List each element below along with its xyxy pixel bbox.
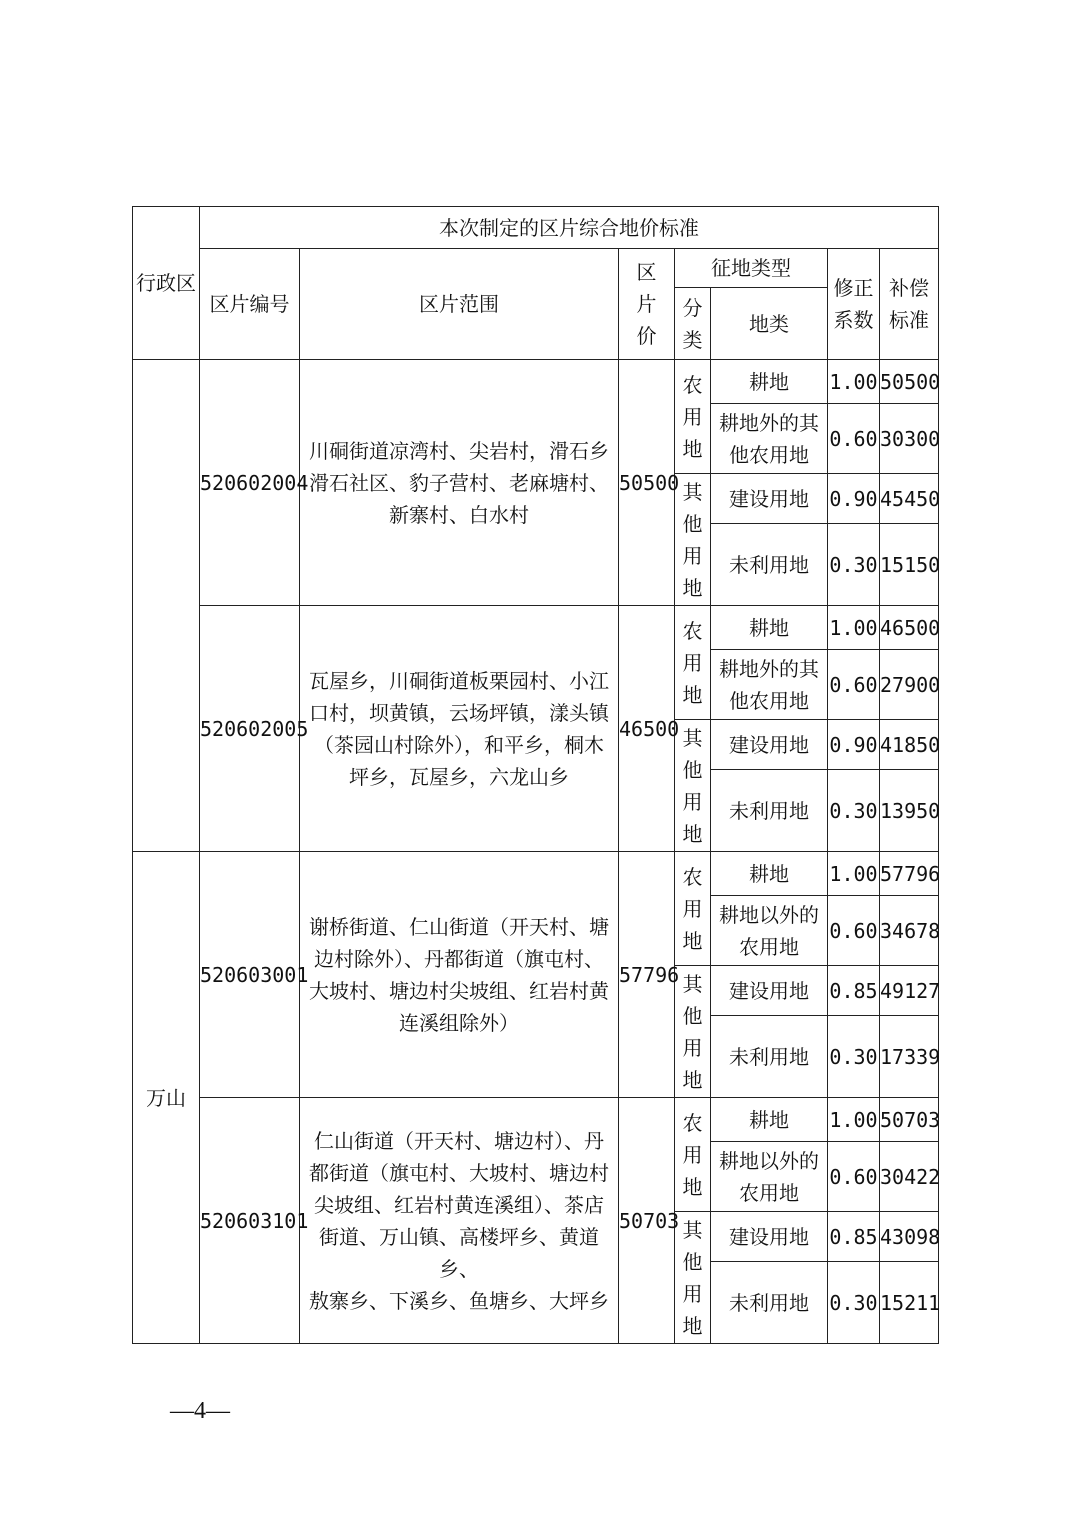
land-price-table xyxy=(132,206,939,1344)
category-char: 其 xyxy=(682,479,703,504)
district-cell: 万山 xyxy=(133,852,200,1344)
category-char: 其 xyxy=(682,725,703,750)
category-char: 农 xyxy=(682,372,703,397)
coef-cell: 1.00 xyxy=(828,606,880,650)
land-class-cell xyxy=(711,650,828,720)
comp-cell: 17339 xyxy=(880,1016,939,1098)
zone-range-line: 敖寨乡、下溪乡、鱼塘乡、大坪乡 xyxy=(309,1288,609,1313)
comp-cell: 15150 xyxy=(880,524,939,606)
comp-cell: 30300 xyxy=(880,404,939,474)
land-class-line: 建设用地 xyxy=(729,486,809,511)
zone-range-line: 街道、万山镇、高楼坪乡、黄道乡、 xyxy=(319,1224,599,1281)
land-class-line: 耕地以外的 xyxy=(719,902,819,927)
category-other-cell xyxy=(675,474,711,606)
category-char: 用 xyxy=(682,1281,703,1306)
land-class-line: 未利用地 xyxy=(729,1290,809,1315)
header-comp-line: 补偿 xyxy=(889,276,930,300)
category-agri-cell xyxy=(675,360,711,474)
comp-cell: 27900 xyxy=(880,650,939,720)
land-class-cell xyxy=(711,1098,828,1142)
category-char: 地 xyxy=(682,436,703,461)
category-char: 其 xyxy=(682,1217,703,1242)
land-class-line: 耕地 xyxy=(749,615,789,640)
header-category xyxy=(675,288,711,360)
category-char: 农 xyxy=(682,618,703,643)
land-class-line: 建设用地 xyxy=(729,732,809,757)
comp-cell: 46500 xyxy=(880,606,939,650)
category-char: 用 xyxy=(682,1142,703,1167)
coef-cell: 0.90 xyxy=(828,474,880,524)
header-comp-line: 标准 xyxy=(889,308,930,332)
land-class-cell xyxy=(711,966,828,1016)
coef-cell: 0.85 xyxy=(828,1212,880,1262)
category-agri-cell xyxy=(675,852,711,966)
category-char: 农 xyxy=(682,1110,703,1135)
land-class-line: 他农用地 xyxy=(729,442,809,467)
zone-range-cell xyxy=(300,1098,619,1344)
land-class-cell xyxy=(711,1262,828,1344)
comp-cell: 50500 xyxy=(880,360,939,404)
zone-code-cell: 520603101 xyxy=(200,1098,300,1344)
header-category-char: 类 xyxy=(682,327,703,352)
land-class-cell xyxy=(711,770,828,852)
zone-range-line: 边村除外）、丹都街道（旗屯村、 xyxy=(314,946,604,971)
land-class-cell xyxy=(711,606,828,650)
zone-price-cell: 50500 xyxy=(619,360,675,606)
land-class-cell xyxy=(711,1016,828,1098)
land-class-line: 未利用地 xyxy=(729,552,809,577)
land-class-line: 农用地 xyxy=(739,934,799,959)
category-char: 他 xyxy=(682,511,703,536)
land-class-cell xyxy=(711,1142,828,1212)
zone-range-cell xyxy=(300,852,619,1098)
zone-range-line: 仁山街道（开天村、塘边村）、丹 xyxy=(314,1128,604,1153)
zone-range-line: 大坡村、塘边村尖坡组、红岩村黄 xyxy=(309,978,609,1003)
page-number: —4— xyxy=(170,1398,230,1424)
header-land-class: 地类 xyxy=(711,288,828,360)
comp-cell: 49127 xyxy=(880,966,939,1016)
land-class-line: 耕地外的其 xyxy=(719,410,819,435)
coef-cell: 1.00 xyxy=(828,360,880,404)
category-char: 地 xyxy=(682,1313,703,1338)
header-land-type: 征地类型 xyxy=(675,249,828,288)
comp-cell: 57796 xyxy=(880,852,939,896)
zone-range-line: 都街道（旗屯村、大坡村、塘边村 xyxy=(309,1160,609,1185)
land-class-line: 他农用地 xyxy=(729,688,809,713)
category-char: 用 xyxy=(682,543,703,568)
header-district: 行政区 xyxy=(133,207,200,360)
zone-code-cell: 520602005 xyxy=(200,606,300,852)
zone-code-cell: 520603001 xyxy=(200,852,300,1098)
category-char: 他 xyxy=(682,757,703,782)
district-cell xyxy=(133,360,200,852)
header-zone-range: 区片范围 xyxy=(300,249,619,360)
header-zone-price xyxy=(619,249,675,360)
category-char: 他 xyxy=(682,1003,703,1028)
zone-range-line: 坪乡，瓦屋乡，六龙山乡 xyxy=(349,764,569,789)
comp-cell: 15211 xyxy=(880,1262,939,1344)
category-other-cell xyxy=(675,720,711,852)
land-class-cell xyxy=(711,474,828,524)
category-char: 用 xyxy=(682,404,703,429)
zone-price-cell: 57796 xyxy=(619,852,675,1098)
header-coef-line: 系数 xyxy=(833,308,874,332)
comp-cell: 45450 xyxy=(880,474,939,524)
category-other-cell xyxy=(675,1212,711,1344)
land-class-line: 耕地 xyxy=(749,1107,789,1132)
table-row xyxy=(133,852,939,896)
coef-cell: 0.60 xyxy=(828,404,880,474)
zone-code-cell: 520602004 xyxy=(200,360,300,606)
category-char: 他 xyxy=(682,1249,703,1274)
land-class-cell xyxy=(711,360,828,404)
header-zone-code: 区片编号 xyxy=(200,249,300,360)
category-char: 地 xyxy=(682,821,703,846)
header-zone-price-char: 价 xyxy=(636,324,657,348)
coef-cell: 0.90 xyxy=(828,720,880,770)
land-class-cell xyxy=(711,720,828,770)
coef-cell: 0.30 xyxy=(828,1262,880,1344)
category-char: 其 xyxy=(682,971,703,996)
land-class-line: 耕地 xyxy=(749,861,789,886)
category-agri-cell xyxy=(675,1098,711,1212)
land-class-line: 建设用地 xyxy=(729,1224,809,1249)
zone-range-line: （茶园山村除外），和平乡，桐木 xyxy=(314,732,604,757)
zone-range-line: 滑石社区、豹子营村、老麻塘村、 xyxy=(309,470,609,495)
land-class-cell xyxy=(711,524,828,606)
category-agri-cell xyxy=(675,606,711,720)
comp-cell: 43098 xyxy=(880,1212,939,1262)
category-char: 地 xyxy=(682,1067,703,1092)
land-class-line: 农用地 xyxy=(739,1180,799,1205)
zone-range-cell xyxy=(300,360,619,606)
header-category-char: 分 xyxy=(682,295,703,320)
coef-cell: 0.30 xyxy=(828,1016,880,1098)
zone-price-cell: 46500 xyxy=(619,606,675,852)
coef-cell: 0.30 xyxy=(828,770,880,852)
comp-cell: 13950 xyxy=(880,770,939,852)
category-char: 用 xyxy=(682,789,703,814)
coef-cell: 1.00 xyxy=(828,1098,880,1142)
comp-cell: 30422 xyxy=(880,1142,939,1212)
zone-range-line: 川硐街道凉湾村、尖岩村，滑石乡 xyxy=(309,438,609,463)
zone-range-line: 谢桥街道、仁山街道（开天村、塘 xyxy=(309,914,609,939)
zone-range-line: 口村，坝黄镇，云场坪镇，漾头镇 xyxy=(309,700,609,725)
land-class-line: 耕地 xyxy=(749,369,789,394)
category-char: 农 xyxy=(682,864,703,889)
zone-range-line: 连溪组除外） xyxy=(399,1010,519,1035)
header-zone-price-char: 区 xyxy=(636,260,657,284)
table-row xyxy=(133,360,939,404)
coef-cell: 0.30 xyxy=(828,524,880,606)
land-class-cell xyxy=(711,404,828,474)
zone-range-line: 新寨村、白水村 xyxy=(389,502,529,527)
table-title: 本次制定的区片综合地价标准 xyxy=(200,207,939,249)
header-coef-line: 修正 xyxy=(833,276,874,300)
land-class-line: 未利用地 xyxy=(729,1044,809,1069)
zone-price-cell: 50703 xyxy=(619,1098,675,1344)
coef-cell: 1.00 xyxy=(828,852,880,896)
category-char: 地 xyxy=(682,1174,703,1199)
land-class-cell xyxy=(711,1212,828,1262)
land-class-cell xyxy=(711,852,828,896)
category-char: 地 xyxy=(682,575,703,600)
comp-cell: 34678 xyxy=(880,896,939,966)
comp-cell: 50703 xyxy=(880,1098,939,1142)
coef-cell: 0.60 xyxy=(828,1142,880,1212)
coef-cell: 0.60 xyxy=(828,896,880,966)
table-row xyxy=(133,1098,939,1142)
land-class-line: 耕地以外的 xyxy=(719,1148,819,1173)
coef-cell: 0.60 xyxy=(828,650,880,720)
zone-range-cell xyxy=(300,606,619,852)
category-char: 用 xyxy=(682,1035,703,1060)
table-row xyxy=(133,606,939,650)
table-body xyxy=(133,207,939,1344)
category-char: 地 xyxy=(682,682,703,707)
land-class-line: 耕地外的其 xyxy=(719,656,819,681)
category-char: 用 xyxy=(682,650,703,675)
category-char: 地 xyxy=(682,928,703,953)
zone-range-line: 瓦屋乡，川硐街道板栗园村、小江 xyxy=(309,668,609,693)
land-class-line: 建设用地 xyxy=(729,978,809,1003)
coef-cell: 0.85 xyxy=(828,966,880,1016)
land-class-cell xyxy=(711,896,828,966)
category-other-cell xyxy=(675,966,711,1098)
category-char: 用 xyxy=(682,896,703,921)
header-comp xyxy=(880,249,939,360)
land-class-line: 未利用地 xyxy=(729,798,809,823)
comp-cell: 41850 xyxy=(880,720,939,770)
zone-range-line: 尖坡组、红岩村黄连溪组）、茶店 xyxy=(314,1192,604,1217)
header-zone-price-char: 片 xyxy=(636,292,657,316)
header-coef xyxy=(828,249,880,360)
